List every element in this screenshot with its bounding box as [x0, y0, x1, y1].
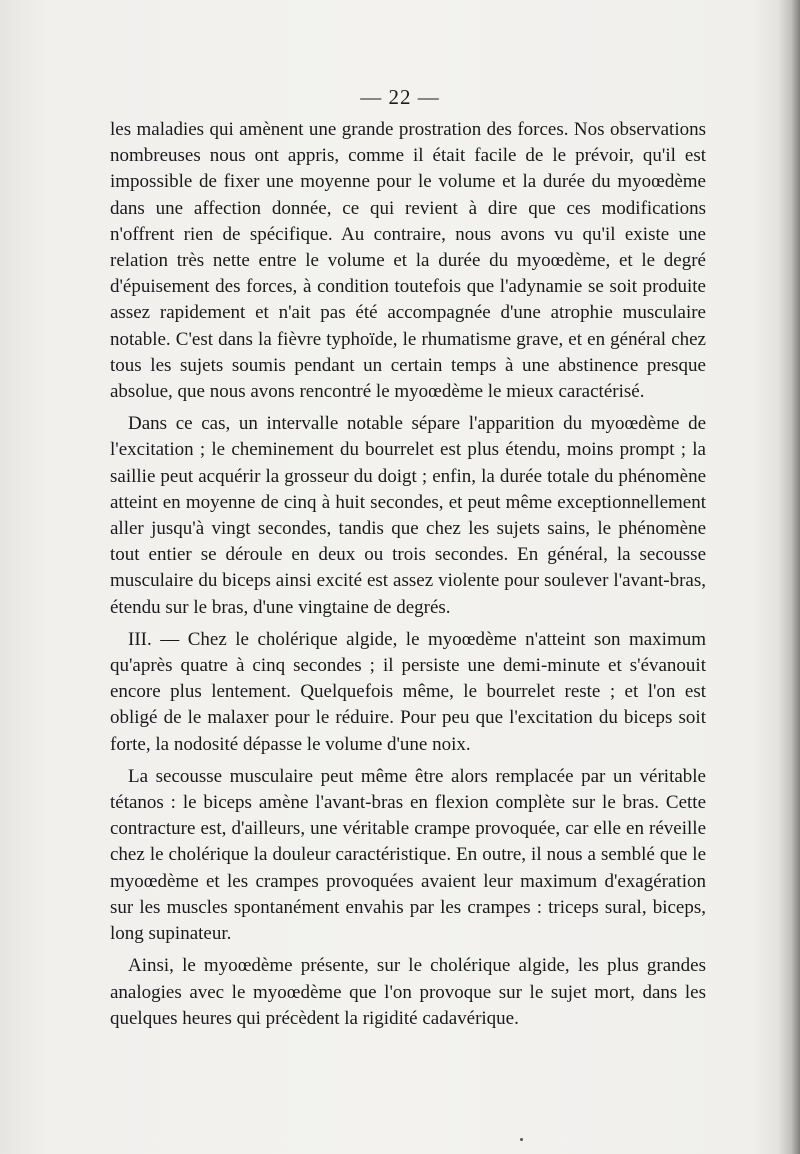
- paragraph-1: les maladies qui amènent une grande prostration des forces. Nos observations nombreuses nous ont appris, comme il était facile de le prévoir, qu'il est impossible de fixer une moyenne pour le volume et la durée du myoœdème dans une affection donnée, ce qui revient à dire que ces modifications n'offrent rien de spécifique. Au contraire, nous avons vu qu'il existe une relation très nette entre le volume et la durée du myoœdème, et le degré d'épuisement des forces, à condition toutefois que l'adynamie se soit produite assez rapidement et n'ait pas été accompagnée d'une atrophie musculaire notable. C'est dans la fièvre typhoïde, le rhumatisme grave, et en général chez tous les sujets soumis pendant un certain temps à une abstinence presque absolue, que nous avons rencontré le myoœdème le mieux caractérisé.: [110, 119, 706, 403]
- body-text: [110, 117, 706, 1038]
- paragraph-5: Ainsi, le myoœdème présente, sur le cholérique algide, les plus grandes analogies avec le myoœdème que l'on provoque sur le sujet mort, dans les quelques heures qui précèdent la rigidité cadavérique.: [110, 955, 706, 1029]
- paragraph-2: Dans ce cas, un intervalle notable sépare l'apparition du myoœdème de l'excitation ; le cheminement du bourrelet est plus étendu, moins prompt ; la saillie peut acquérir la grosseur du doigt ; enfin, la durée totale du phénomène atteint en moyenne de cinq à huit secondes, et peut même exceptionnellement aller jusqu'à vingt secondes, tandis que chez les sujets sains, le phénomène tout entier se déroule en deux ou trois secondes. En général, la secousse musculaire du biceps ainsi excité est assez violente pour soulever l'avant-bras, étendu sur le bras, d'une vingtaine de degrés.: [110, 413, 706, 618]
- paragraph-3: III. — Chez le cholérique algide, le myoœdème n'atteint son maximum qu'après quatre à cinq secondes ; il persiste une demi-minute et s'évanouit encore plus lentement. Quelquefois même, le bourrelet reste ; et l'on est obligé de le malaxer pour le réduire. Pour peu que l'excitation du biceps soit forte, la nodosité dépasse le volume d'une noix.: [110, 628, 706, 755]
- page-edge-shadow: [778, 0, 800, 1154]
- paper-speck: [520, 1138, 523, 1141]
- page-number: — 22 —: [360, 85, 440, 109]
- paragraph-4: La secousse musculaire peut même être alors remplacée par un véritable tétanos : le biceps amène l'avant-bras en flexion complète sur le bras. Cette contracture est, d'ailleurs, une véritable crampe provoquée, car elle en réveille chez le cholérique la douleur caractéristique. En outre, il nous a semblé que le myoœdème et les crampes provoquées avaient leur maximum d'exagération sur les muscles spontanément envahis par les crampes : triceps sural, biceps, long supinateur.: [110, 765, 706, 945]
